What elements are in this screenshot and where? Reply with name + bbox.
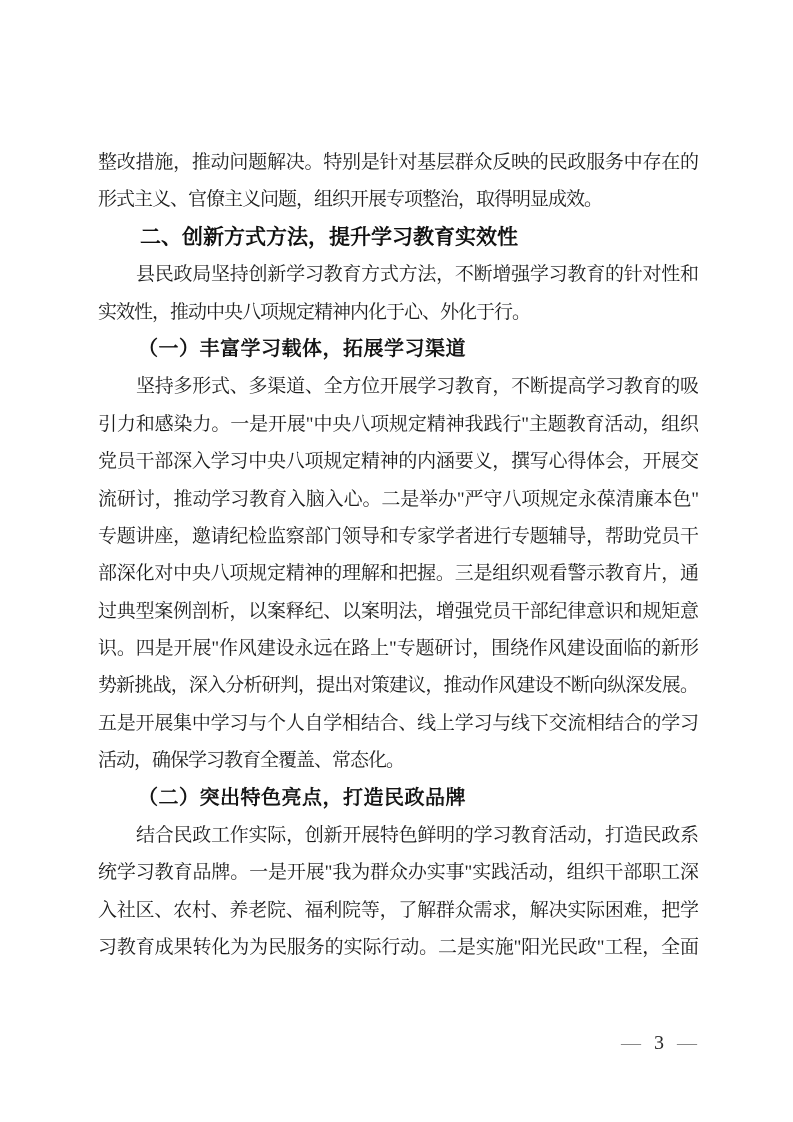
text-line: 五是开展集中学习与个人自学相结合、线上学习与线下交流相结合的学习 xyxy=(98,712,698,734)
text-line: 活动，确保学习教育全覆盖、常态化。 xyxy=(98,750,405,772)
page-number: 3 xyxy=(654,1032,664,1054)
section-heading: 二、创新方式方法，提升学习教育实效性 xyxy=(140,225,518,249)
text-line: 县民政局坚持创新学习教育方式方法，不断增强学习教育的针对性和 xyxy=(136,264,698,286)
text-line: 引力和感染力。一是开展"中央八项规定精神我践行"主题教育活动，组织 xyxy=(98,413,698,435)
text-line: 部深化对中央八项规定精神的理解和把握。三是组织观看警示教育片，通 xyxy=(98,563,698,585)
text-line: 专题讲座，邀请纪检监察部门领导和专家学者进行专题辅导，帮助党员干 xyxy=(98,525,698,547)
subsection-heading: （二）突出特色亮点，打造民政品牌 xyxy=(138,786,466,809)
document-body xyxy=(98,144,698,967)
text-line: 结合民政工作实际，创新开展特色鲜明的学习教育活动，打造民政系 xyxy=(136,825,698,847)
text-line: 坚持多形式、多渠道、全方位开展学习教育，不断提高学习教育的吸 xyxy=(136,376,698,398)
page-footer xyxy=(621,1031,697,1055)
footer-dash-left: — xyxy=(621,1032,641,1054)
text-line: 入社区、农村、养老院、福利院等，了解群众需求，解决实际困难，把学 xyxy=(98,899,698,921)
text-line: 实效性，推动中央八项规定精神内化于心、外化于行。 xyxy=(98,301,531,323)
text-line: 习教育成果转化为为民服务的实际行动。二是实施"阳光民政"工程，全面 xyxy=(98,937,698,959)
text-line: 识。四是开展"作风建设永远在路上"专题研讨，围绕作风建设面临的新形 xyxy=(98,638,698,660)
subsection-heading: （一）丰富学习载体，拓展学习渠道 xyxy=(138,337,466,360)
text-line: 过典型案例剖析，以案释纪、以案明法，增强党员干部纪律意识和规矩意 xyxy=(98,600,698,622)
text-line: 统学习教育品牌。一是开展"我为群众办实事"实践活动，组织干部职工深 xyxy=(98,862,698,884)
text-line: 势新挑战，深入分析研判，提出对策建议，推动作风建设不断向纵深发展。 xyxy=(98,675,698,697)
footer-dash-right: — xyxy=(677,1032,697,1054)
text-line: 党员干部深入学习中央八项规定精神的内涵要义，撰写心得体会，开展交 xyxy=(98,451,698,473)
text-line: 流研讨，推动学习教育入脑入心。二是举办"严守八项规定永葆清廉本色" xyxy=(98,488,698,510)
text-line: 形式主义、官僚主义问题，组织开展专项整治，取得明显成效。 xyxy=(98,189,603,211)
text-line: 整改措施，推动问题解决。特别是针对基层群众反映的民政服务中存在的 xyxy=(98,152,698,173)
